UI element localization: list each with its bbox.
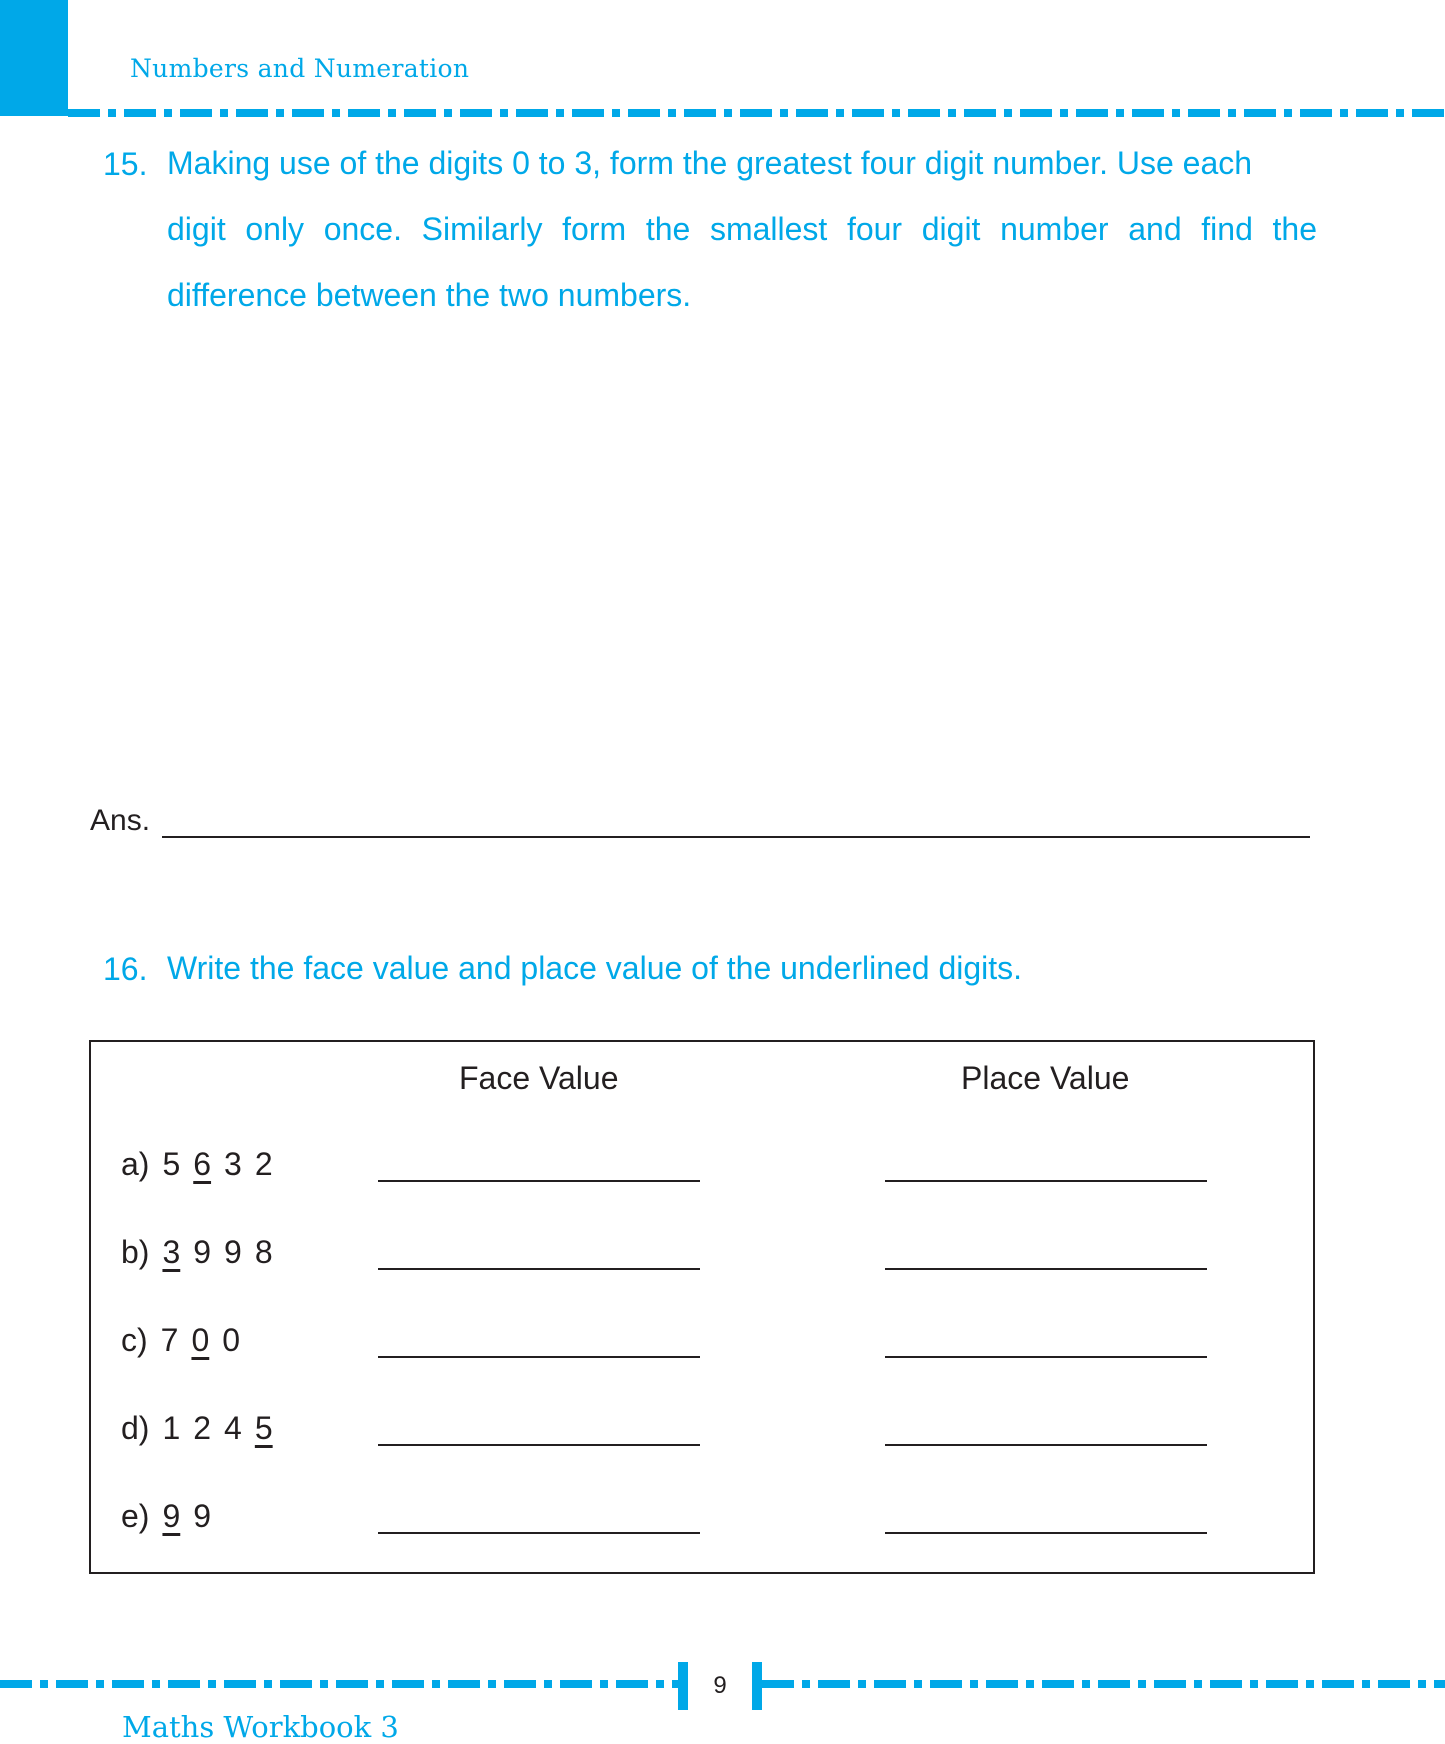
row-letter: b) xyxy=(121,1234,150,1270)
row-letter: d) xyxy=(121,1410,150,1446)
chapter-title: Numbers and Numeration xyxy=(130,54,470,83)
table-row-label xyxy=(121,1322,240,1359)
place-value-blank[interactable] xyxy=(885,1532,1207,1534)
footer-divider-right xyxy=(762,1680,1445,1688)
digit: 5 xyxy=(162,1146,181,1182)
face-value-blank[interactable] xyxy=(378,1180,700,1182)
page-number-text: 9 xyxy=(713,1672,727,1699)
underlined-digit: 3 xyxy=(162,1234,181,1270)
digit: 8 xyxy=(254,1234,273,1270)
place-value-header: Place Value xyxy=(961,1060,1130,1096)
digit: 1 xyxy=(162,1410,181,1446)
footer-divider-left xyxy=(0,1680,678,1688)
place-value-blank[interactable] xyxy=(885,1444,1207,1446)
page-number xyxy=(678,1662,762,1710)
place-value-blank[interactable] xyxy=(885,1356,1207,1358)
underlined-digit: 5 xyxy=(254,1410,273,1446)
digit: 4 xyxy=(224,1410,242,1446)
underlined-digit: 9 xyxy=(162,1498,181,1534)
digit: 7 xyxy=(160,1322,179,1358)
place-value-blank[interactable] xyxy=(885,1268,1207,1270)
question-15-line-1: Making use of the digits 0 to 3, form the greatest four digit number. Use each xyxy=(167,145,1253,181)
digit: 3 xyxy=(224,1146,242,1182)
question-15-line-3: difference between the two numbers. xyxy=(167,277,692,313)
book-title: Maths Workbook 3 xyxy=(122,1710,399,1744)
digit: 0 xyxy=(222,1322,241,1358)
underlined-digit: 0 xyxy=(191,1322,210,1358)
row-letter: c) xyxy=(121,1322,148,1358)
header-divider xyxy=(68,109,1445,117)
face-value-blank[interactable] xyxy=(378,1356,700,1358)
value-table xyxy=(89,1040,1315,1574)
place-value-blank[interactable] xyxy=(885,1180,1207,1182)
face-value-blank[interactable] xyxy=(378,1268,700,1270)
digit: 9 xyxy=(224,1234,242,1270)
digit: 2 xyxy=(193,1410,212,1446)
face-value-blank[interactable] xyxy=(378,1444,700,1446)
question-16-number: 16. xyxy=(103,951,148,987)
question-15-line-2: digit only once. Similarly form the smallest four digit number and find the xyxy=(167,211,1317,247)
table-row-label xyxy=(121,1410,273,1447)
underlined-digit: 6 xyxy=(193,1146,212,1182)
answer-blank-line[interactable] xyxy=(162,836,1310,838)
face-value-header: Face Value xyxy=(459,1060,619,1096)
header-accent-block xyxy=(0,0,68,116)
table-row-label xyxy=(121,1234,273,1271)
row-letter: e) xyxy=(121,1498,150,1534)
face-value-blank[interactable] xyxy=(378,1532,700,1534)
digit: 9 xyxy=(193,1234,212,1270)
question-15-number: 15. xyxy=(103,146,148,182)
answer-label: Ans. xyxy=(90,804,151,837)
digit: 2 xyxy=(254,1146,273,1182)
table-row-label xyxy=(121,1498,211,1535)
table-row-label xyxy=(121,1146,273,1183)
row-letter: a) xyxy=(121,1146,150,1182)
question-16-text: Write the face value and place value of the underlined digits. xyxy=(167,950,1023,986)
digit: 9 xyxy=(193,1498,212,1534)
